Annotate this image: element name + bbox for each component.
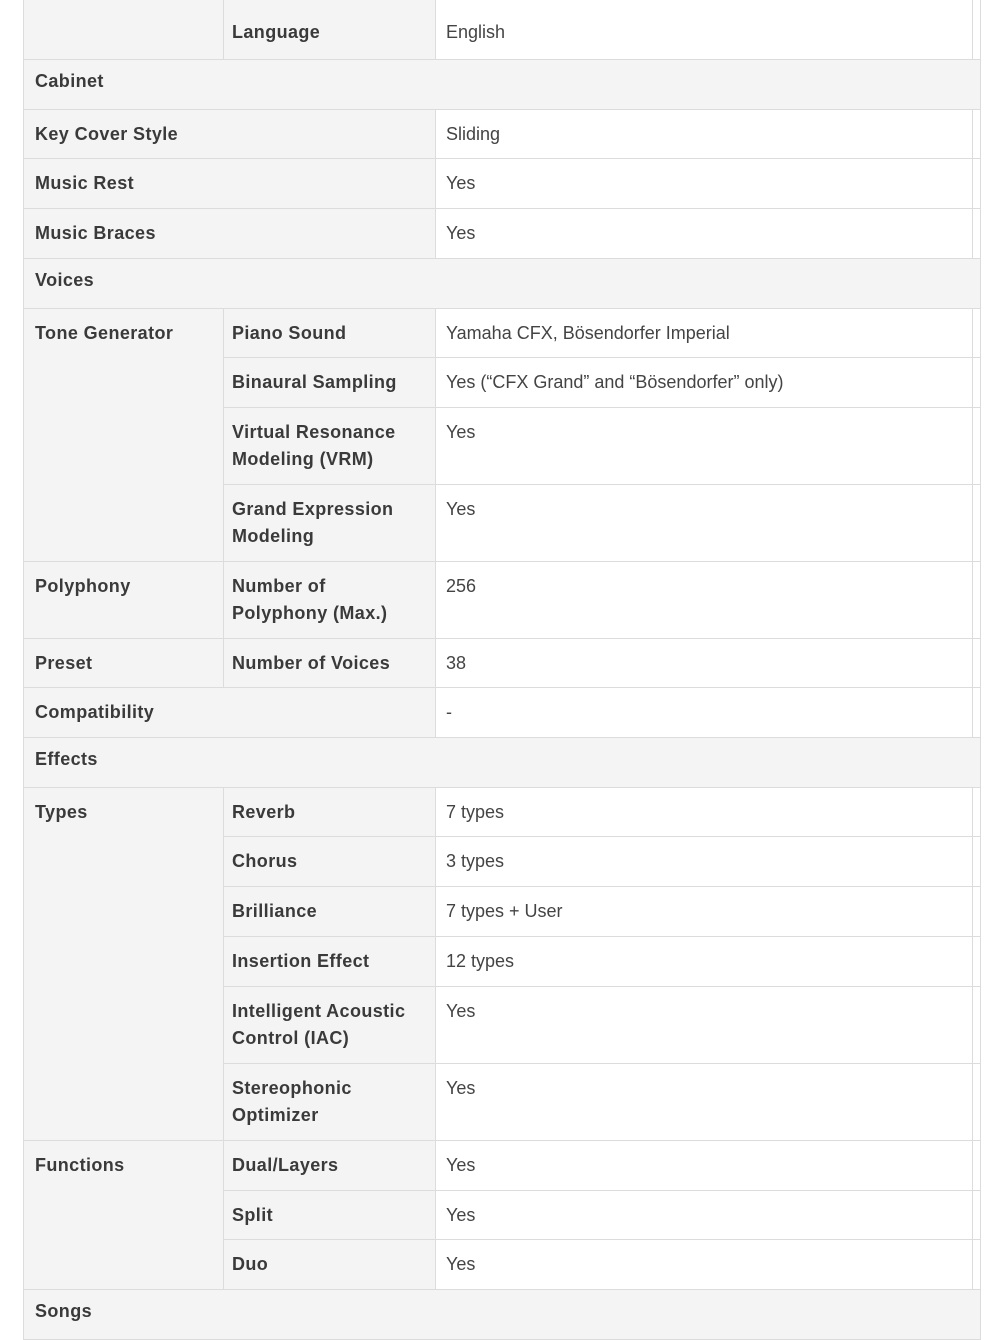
section-header-voices (24, 259, 981, 309)
spec-row-language (24, 0, 981, 60)
spec-sublabel: Virtual Resonance Modeling (VRM) (224, 408, 436, 485)
spec-sublabel: Intelligent Acoustic Control (IAC) (224, 987, 436, 1064)
edge-cell (973, 688, 981, 738)
spec-value: Yes (436, 1240, 973, 1290)
edge-cell (973, 937, 981, 987)
spec-sublabel: Split (224, 1191, 436, 1240)
section-header-effects (24, 738, 981, 788)
spec-sublabel: Language (224, 0, 436, 60)
spec-sublabel: Chorus (224, 837, 436, 887)
spec-value: 7 types + User (436, 887, 973, 937)
spec-value: 38 (436, 639, 973, 688)
group-label: Tone Generator (24, 309, 224, 562)
section-title: Voices (24, 259, 981, 309)
spec-value: Yamaha CFX, Bösendorfer Imperial (436, 309, 973, 358)
spec-value: Yes (436, 1141, 973, 1191)
spec-value: Yes (436, 408, 973, 485)
spec-value: 256 (436, 562, 973, 639)
spec-value: 7 types (436, 788, 973, 837)
section-header-songs (24, 1290, 981, 1340)
spec-sublabel: Binaural Sampling (224, 358, 436, 408)
section-header-cabinet (24, 60, 981, 110)
spec-row (24, 110, 981, 159)
group-label: Types (24, 788, 224, 1141)
spec-value: Yes (436, 209, 973, 259)
edge-cell (973, 1141, 981, 1191)
spec-label: Music Rest (24, 159, 436, 209)
edge-cell (973, 639, 981, 688)
spec-sublabel: Reverb (224, 788, 436, 837)
spec-sublabel: Brilliance (224, 887, 436, 937)
spec-sublabel: Dual/Layers (224, 1141, 436, 1191)
spec-sublabel: Number of Polyphony (Max.) (224, 562, 436, 639)
spec-value: Yes (436, 1191, 973, 1240)
spec-row (24, 639, 981, 688)
spec-row (24, 1141, 981, 1191)
spec-label: Compatibility (24, 688, 436, 738)
spec-value: 12 types (436, 937, 973, 987)
spec-sublabel: Piano Sound (224, 309, 436, 358)
spec-row (24, 159, 981, 209)
spec-sublabel: Duo (224, 1240, 436, 1290)
group-label: Polyphony (24, 562, 224, 639)
edge-cell (973, 887, 981, 937)
spec-value: - (436, 688, 973, 738)
spec-value: Yes (436, 159, 973, 209)
spec-row (24, 209, 981, 259)
edge-cell (973, 0, 981, 60)
spec-row (24, 688, 981, 738)
edge-cell (973, 1191, 981, 1240)
spec-value: English (436, 0, 973, 60)
edge-cell (973, 209, 981, 259)
spec-sublabel: Grand Expression Modeling (224, 485, 436, 562)
section-title: Songs (24, 1290, 981, 1340)
edge-cell (973, 1240, 981, 1290)
section-title: Cabinet (24, 60, 981, 110)
edge-cell (973, 110, 981, 159)
spec-value: 3 types (436, 837, 973, 887)
spec-label: Key Cover Style (24, 110, 436, 159)
edge-cell (973, 309, 981, 358)
spec-value: Sliding (436, 110, 973, 159)
edge-cell (973, 1064, 981, 1141)
edge-cell (973, 837, 981, 887)
edge-cell (973, 358, 981, 408)
group-label: Preset (24, 639, 224, 688)
edge-cell (973, 788, 981, 837)
spec-sublabel: Stereophonic Optimizer (224, 1064, 436, 1141)
edge-cell (973, 562, 981, 639)
spec-label: Music Braces (24, 209, 436, 259)
edge-cell (973, 485, 981, 562)
spec-sublabel: Number of Voices (224, 639, 436, 688)
spec-table (23, 0, 981, 1340)
spec-value: Yes (436, 1064, 973, 1141)
section-title: Effects (24, 738, 981, 788)
group-label: Functions (24, 1141, 224, 1290)
edge-cell (973, 408, 981, 485)
spec-value: Yes (“CFX Grand” and “Bösendorfer” only) (436, 358, 973, 408)
spec-row (24, 562, 981, 639)
spec-value: Yes (436, 987, 973, 1064)
spec-row (24, 788, 981, 837)
edge-cell (973, 159, 981, 209)
spec-sublabel: Insertion Effect (224, 937, 436, 987)
spec-value: Yes (436, 485, 973, 562)
edge-cell (973, 987, 981, 1064)
group-label (24, 0, 224, 60)
spec-row (24, 309, 981, 358)
